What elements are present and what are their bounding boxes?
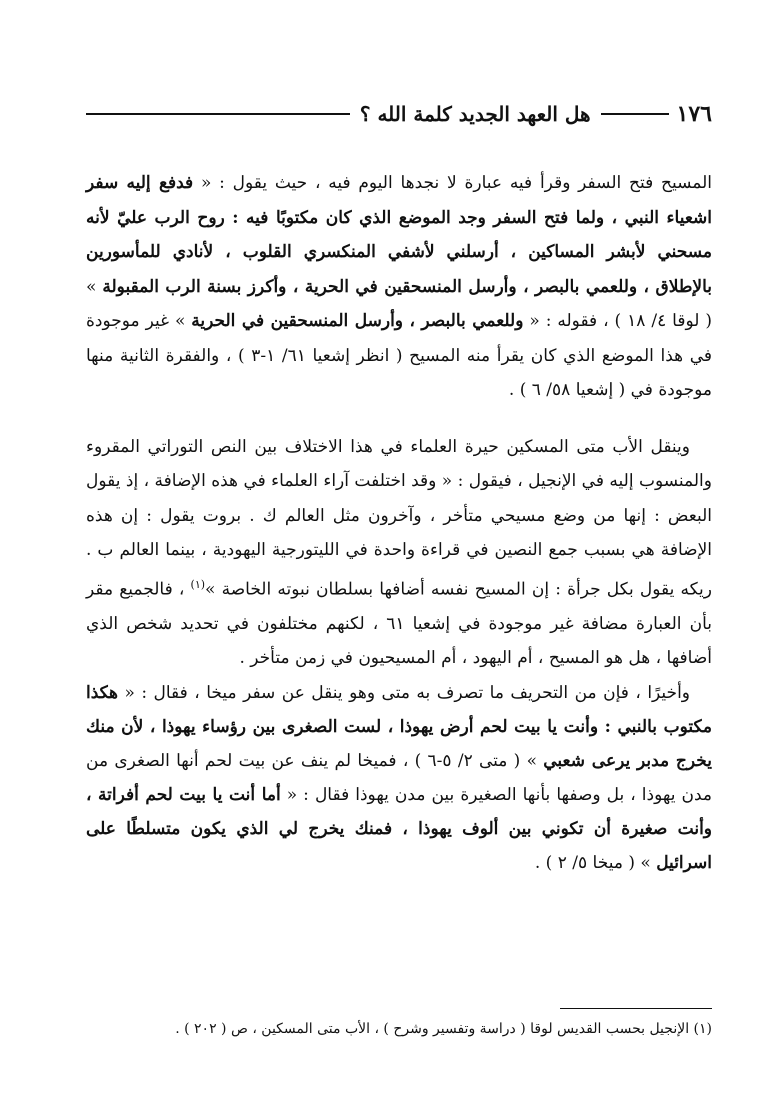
p1-text-e: » غير موجودة في هذا الموضع الذي كان يقرأ منه المسيح ( انظر إشعيا ٦١/ ١-٣ ) ، والفقرة الثانية منها موجودة في ( إشعيا ٥٨/ ٦ ) .	[86, 311, 712, 400]
footnote-separator	[560, 1008, 712, 1009]
p1-text-c: » ( لوقا ٤/ ١٨ ) ، فقوله : «	[86, 276, 712, 331]
header-rule-long	[86, 113, 350, 115]
p2-text-a: وينقل الأب متى المسكين حيرة العلماء في هذا الاختلاف بين النص التوراتي المقروء والمنسوب إليه في الإنجيل ، فيقول : « وقد اختلفت آراء العلماء في هذه الإضافة ، إذ يقول البعض : إنها من وضع مسيحي متأخر ، وآخرون مثل العالم ك . بروت يقول : إن هذه الإضافة هي بسبب جمع النصين في قراءة واحدة في الليتورجية اليهودية ، بينما العالم ب . ريكه يقول بكل جرأة : إن المسيح نفسه أضافها بسلطان نبوته الخاصة »	[86, 436, 712, 600]
p1-quote-isaiah: فدفع إليه سفر اشعياء النبي ، ولما فتح السفر وجد الموضع الذي كان مكتوبًا فيه : روح الرب عليّ لأنه مسحني لأبشر المساكين ، أرسلني لأشفي المنكسري القلوب ، لأنادي للمأسورين بالإطلاق ، وللعمي بالبصر ، وأرسل المنسحقين في الحرية ، وأكرز بسنة الرب المقبولة	[86, 173, 712, 297]
p3-text-a: وأخيرًا ، فإن من التحريف ما تصرف به متى وهو ينقل عن سفر ميخا ، فقال : «	[118, 682, 690, 703]
p3-quote-matthew: هكذا مكتوب بالنبي : وأنت يا بيت لحم أرض يهوذا ، لست الصغرى بين رؤساء يهوذا ، لأن منك يخرج مدبر يرعى شعبي	[86, 682, 712, 771]
header-rule-short	[601, 113, 669, 115]
body-text	[86, 166, 712, 880]
footnote: (١) الإنجيل بحسب القديس لوقا ( دراسة وتفسير وشرح ) ، الأب متى المسكين ، ص ( ٢٠٢ ) .	[175, 1021, 712, 1037]
footnote-marker[interactable]: (١)	[190, 577, 206, 591]
p2-text-b: ، فالجميع مقر بأن العبارة مضافة غير موجودة في إشعيا ٦١ ، لكنهم مختلفون في تحديد شخص الذي أضافها ، هل هو المسيح ، أم اليهود ، أم المسيحيون في زمن متأخر .	[86, 579, 712, 669]
paragraph-3	[86, 676, 712, 880]
running-header	[86, 92, 712, 136]
p3-quote-micah: أما أنت يا بيت لحم أفراتة ، وأنت صغيرة أن تكوني بين ألوف يهوذا ، فمنك يخرج لي الذي يكون متسلطًا على اسرائيل	[86, 784, 712, 873]
paragraph-1	[86, 166, 712, 408]
p1-text-a: المسيح فتح السفر وقرأ فيه عبارة لا نجدها اليوم فيه ، حيث يقول : «	[193, 173, 712, 193]
p3-text-c: » ( متى ٢/ ٥-٦ ) ، فميخا لم ينف عن بيت لحم أنها الصغرى من مدن يهوذا ، بل وصفها بأنها الصغيرة بين مدن يهوذا فقال : «	[86, 750, 712, 805]
running-title: هل العهد الجديد كلمة الله ؟	[359, 102, 591, 126]
p3-text-e: » ( ميخا ٥/ ٢ ) .	[534, 852, 657, 873]
paragraph-2	[86, 430, 712, 676]
page-number: ١٧٦	[676, 101, 712, 127]
p1-quote-added: وللعمي بالبصر ، وأرسل المنسحقين في الحرية	[191, 311, 524, 331]
